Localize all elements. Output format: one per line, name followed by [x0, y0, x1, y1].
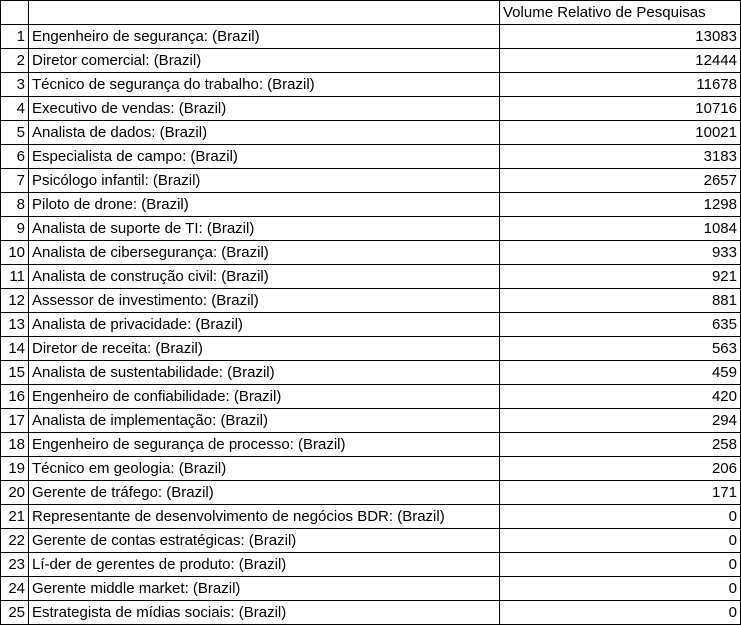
- job-title-cell[interactable]: Gerente middle market: (Brazil): [29, 577, 500, 601]
- row-index-cell[interactable]: 11: [1, 265, 29, 289]
- job-title-cell[interactable]: Técnico de segurança do trabalho: (Brazil): [29, 73, 500, 97]
- table-row: [1, 217, 741, 241]
- job-title-cell[interactable]: Engenheiro de segurança de processo: (Brazil): [29, 433, 500, 457]
- search-volume-cell[interactable]: 921: [500, 265, 741, 289]
- table-row: [1, 577, 741, 601]
- table-row: [1, 409, 741, 433]
- header-cell-volume[interactable]: Volume Relativo de Pesquisas: [500, 1, 741, 25]
- table-body: [1, 1, 741, 625]
- search-volume-cell[interactable]: 0: [500, 529, 741, 553]
- search-volume-cell[interactable]: 12444: [500, 49, 741, 73]
- row-index-cell[interactable]: 17: [1, 409, 29, 433]
- table-row: [1, 97, 741, 121]
- job-title-cell[interactable]: Analista de cibersegurança: (Brazil): [29, 241, 500, 265]
- job-title-cell[interactable]: Executivo de vendas: (Brazil): [29, 97, 500, 121]
- row-index-cell[interactable]: 15: [1, 361, 29, 385]
- table-row: [1, 433, 741, 457]
- row-index-cell[interactable]: 2: [1, 49, 29, 73]
- search-volume-cell[interactable]: 563: [500, 337, 741, 361]
- search-volume-cell[interactable]: 1298: [500, 193, 741, 217]
- job-title-cell[interactable]: Analista de privacidade: (Brazil): [29, 313, 500, 337]
- search-volume-cell[interactable]: 13083: [500, 25, 741, 49]
- search-volume-cell[interactable]: 0: [500, 505, 741, 529]
- search-volume-cell[interactable]: 11678: [500, 73, 741, 97]
- row-index-cell[interactable]: 9: [1, 217, 29, 241]
- search-volume-cell[interactable]: 933: [500, 241, 741, 265]
- search-volume-cell[interactable]: 10021: [500, 121, 741, 145]
- table-row: [1, 121, 741, 145]
- job-title-cell[interactable]: Lí-der de gerentes de produto: (Brazil): [29, 553, 500, 577]
- row-index-cell[interactable]: 20: [1, 481, 29, 505]
- table-row: [1, 289, 741, 313]
- job-title-cell[interactable]: Especialista de campo: (Brazil): [29, 145, 500, 169]
- header-cell-name[interactable]: [29, 1, 500, 25]
- row-index-cell[interactable]: 22: [1, 529, 29, 553]
- search-volume-cell[interactable]: 294: [500, 409, 741, 433]
- job-title-cell[interactable]: Piloto de drone: (Brazil): [29, 193, 500, 217]
- table-row: [1, 553, 741, 577]
- search-volume-cell[interactable]: 0: [500, 577, 741, 601]
- search-volume-cell[interactable]: 420: [500, 385, 741, 409]
- job-title-cell[interactable]: Analista de construção civil: (Brazil): [29, 265, 500, 289]
- job-title-cell[interactable]: Técnico em geologia: (Brazil): [29, 457, 500, 481]
- table-row: [1, 73, 741, 97]
- table-row: [1, 169, 741, 193]
- job-title-cell[interactable]: Analista de suporte de TI: (Brazil): [29, 217, 500, 241]
- row-index-cell[interactable]: 24: [1, 577, 29, 601]
- row-index-cell[interactable]: 7: [1, 169, 29, 193]
- table-row: [1, 481, 741, 505]
- job-title-cell[interactable]: Analista de implementação: (Brazil): [29, 409, 500, 433]
- row-index-cell[interactable]: 16: [1, 385, 29, 409]
- row-index-cell[interactable]: 5: [1, 121, 29, 145]
- table-row: [1, 385, 741, 409]
- table-row: [1, 193, 741, 217]
- row-index-cell[interactable]: 23: [1, 553, 29, 577]
- table-row: [1, 529, 741, 553]
- job-title-cell[interactable]: Estrategista de mídias sociais: (Brazil): [29, 601, 500, 625]
- search-volume-cell[interactable]: 459: [500, 361, 741, 385]
- job-title-cell[interactable]: Analista de dados: (Brazil): [29, 121, 500, 145]
- search-volume-cell[interactable]: 1084: [500, 217, 741, 241]
- table-row: [1, 313, 741, 337]
- row-index-cell[interactable]: 10: [1, 241, 29, 265]
- row-index-cell[interactable]: 4: [1, 97, 29, 121]
- job-title-cell[interactable]: Gerente de contas estratégicas: (Brazil): [29, 529, 500, 553]
- header-cell-index[interactable]: [1, 1, 29, 25]
- row-index-cell[interactable]: 6: [1, 145, 29, 169]
- job-title-cell[interactable]: Engenheiro de segurança: (Brazil): [29, 25, 500, 49]
- row-index-cell[interactable]: 13: [1, 313, 29, 337]
- row-index-cell[interactable]: 1: [1, 25, 29, 49]
- search-volume-cell[interactable]: 0: [500, 553, 741, 577]
- row-index-cell[interactable]: 18: [1, 433, 29, 457]
- table-row: [1, 241, 741, 265]
- row-index-cell[interactable]: 25: [1, 601, 29, 625]
- table-row: [1, 145, 741, 169]
- table-row: [1, 337, 741, 361]
- table-row: [1, 505, 741, 529]
- header-row: [1, 1, 741, 25]
- table-row: [1, 265, 741, 289]
- row-index-cell[interactable]: 8: [1, 193, 29, 217]
- search-volume-cell[interactable]: 171: [500, 481, 741, 505]
- search-volume-cell[interactable]: 635: [500, 313, 741, 337]
- job-title-cell[interactable]: Analista de sustentabilidade: (Brazil): [29, 361, 500, 385]
- search-volume-cell[interactable]: 258: [500, 433, 741, 457]
- row-index-cell[interactable]: 12: [1, 289, 29, 313]
- table-row: [1, 457, 741, 481]
- table-row: [1, 601, 741, 625]
- job-title-cell[interactable]: Gerente de tráfego: (Brazil): [29, 481, 500, 505]
- job-title-cell[interactable]: Diretor de receita: (Brazil): [29, 337, 500, 361]
- job-title-cell[interactable]: Engenheiro de confiabilidade: (Brazil): [29, 385, 500, 409]
- table-row: [1, 361, 741, 385]
- row-index-cell[interactable]: 3: [1, 73, 29, 97]
- search-volume-cell[interactable]: 0: [500, 601, 741, 625]
- search-volume-cell[interactable]: 3183: [500, 145, 741, 169]
- job-title-cell[interactable]: Representante de desenvolvimento de negócios BDR: (Brazil): [29, 505, 500, 529]
- job-title-cell[interactable]: Diretor comercial: (Brazil): [29, 49, 500, 73]
- table-row: [1, 49, 741, 73]
- row-index-cell[interactable]: 19: [1, 457, 29, 481]
- search-volume-cell[interactable]: 206: [500, 457, 741, 481]
- row-index-cell[interactable]: 21: [1, 505, 29, 529]
- search-volume-cell[interactable]: 10716: [500, 97, 741, 121]
- row-index-cell[interactable]: 14: [1, 337, 29, 361]
- search-volume-cell[interactable]: 2657: [500, 169, 741, 193]
- search-volume-cell[interactable]: 881: [500, 289, 741, 313]
- table-row: [1, 25, 741, 49]
- job-title-cell[interactable]: Assessor de investimento: (Brazil): [29, 289, 500, 313]
- job-title-cell[interactable]: Psicólogo infantil: (Brazil): [29, 169, 500, 193]
